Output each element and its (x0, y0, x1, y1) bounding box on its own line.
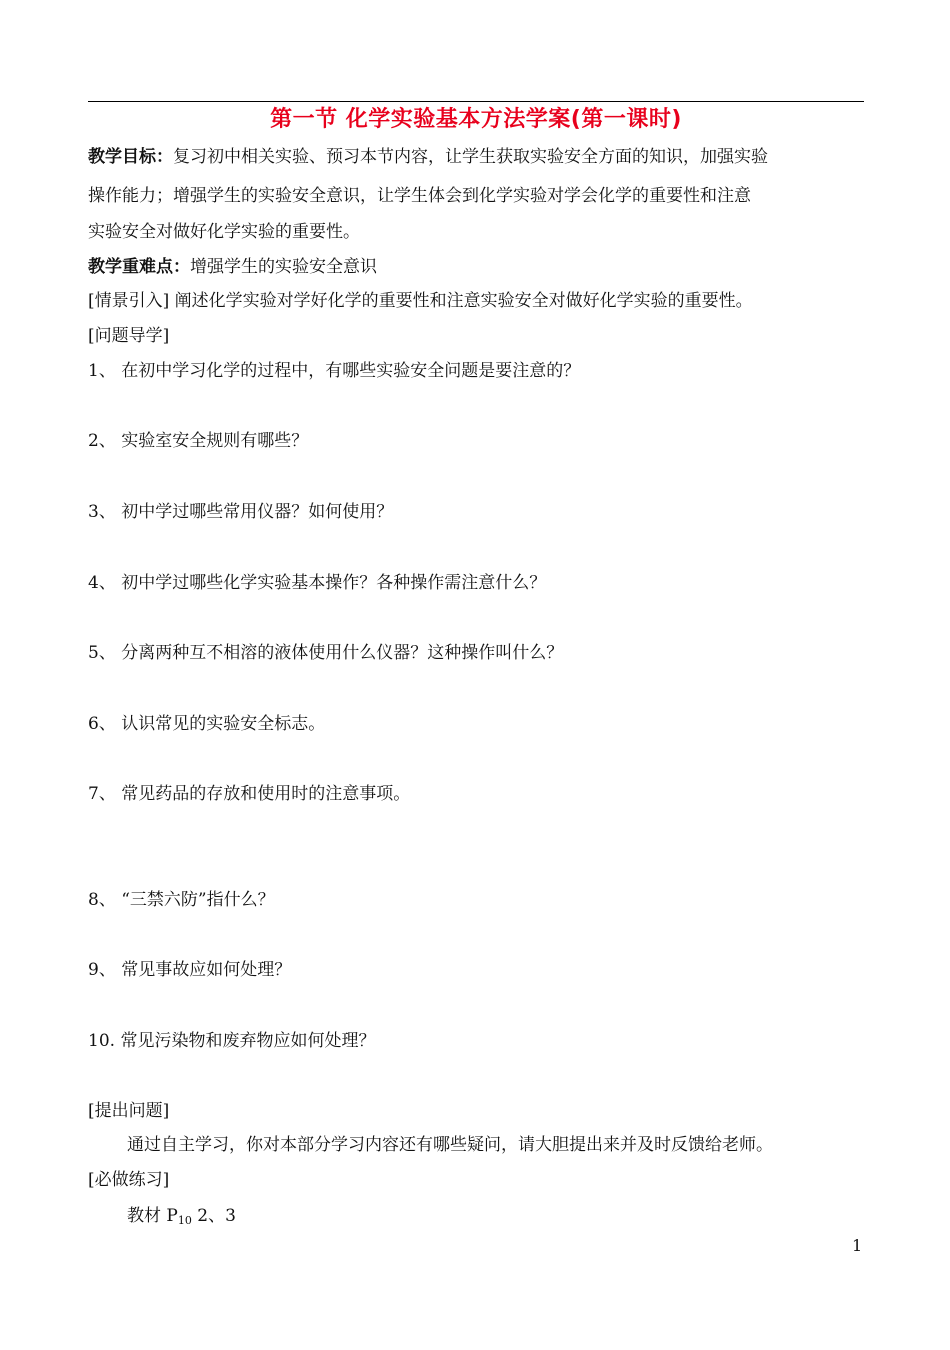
question-item: 2、 实验室安全规则有哪些？ (88, 431, 309, 451)
question-item: 8、 “三禁六防”指什么？ (88, 890, 275, 910)
objectives-line-2: 操作能力；增强学生的实验安全意识，让学生体会到化学实验对学会化学的重要性和注意 (88, 186, 751, 206)
question-item: 3、 初中学过哪些常用仪器？如何使用？ (88, 502, 394, 522)
exercise-line (127, 1204, 236, 1233)
exercise-suffix: 2、3 (191, 1206, 236, 1226)
question-item: 9、 常见事故应如何处理？ (88, 960, 292, 980)
question-item: 6、 认识常见的实验安全标志。 (88, 714, 326, 734)
key-points-text: 增强学生的实验安全意识 (190, 257, 377, 277)
exercise-prefix: 教材 P (127, 1206, 178, 1226)
key-points-line (88, 255, 377, 279)
objectives-label: 教学目标： (88, 147, 173, 167)
objectives-line-1 (88, 145, 768, 169)
intro-line: [情景引入] 阐述化学实验对学好化学的重要性和注意实验安全对做好化学实验的重要性。 (88, 291, 753, 311)
question-item: 1、 在初中学习化学的过程中，有哪些实验安全问题是要注意的？ (88, 361, 581, 381)
objectives-line-3: 实验安全对做好化学实验的重要性。 (88, 222, 360, 242)
question-item: 10. 常见污染物和废弃物应如何处理？ (88, 1031, 376, 1051)
question-item: 5、 分离两种互不相溶的液体使用什么仪器？这种操作叫什么？ (88, 643, 564, 663)
exercise-heading: [必做练习] (88, 1170, 170, 1190)
page-number: 1 (852, 1236, 863, 1255)
header-rule (88, 101, 864, 102)
page-title: 第一节 化学实验基本方法学案(第一课时) (270, 107, 682, 132)
key-points-label: 教学重难点： (88, 257, 190, 277)
exercise-page-sub: 10 (177, 1214, 192, 1227)
objectives-text-1: 复习初中相关实验、预习本节内容，让学生获取实验安全方面的知识，加强实验 (173, 147, 768, 167)
question-item: 4、 初中学过哪些化学实验基本操作？各种操作需注意什么？ (88, 573, 547, 593)
question-item: 7、 常见药品的存放和使用时的注意事项。 (88, 784, 411, 804)
guide-heading: [问题导学] (88, 326, 170, 346)
raise-text: 通过自主学习，你对本部分学习内容还有哪些疑问，请大胆提出来并及时反馈给老师。 (127, 1135, 773, 1155)
raise-heading: [提出问题] (88, 1101, 170, 1121)
